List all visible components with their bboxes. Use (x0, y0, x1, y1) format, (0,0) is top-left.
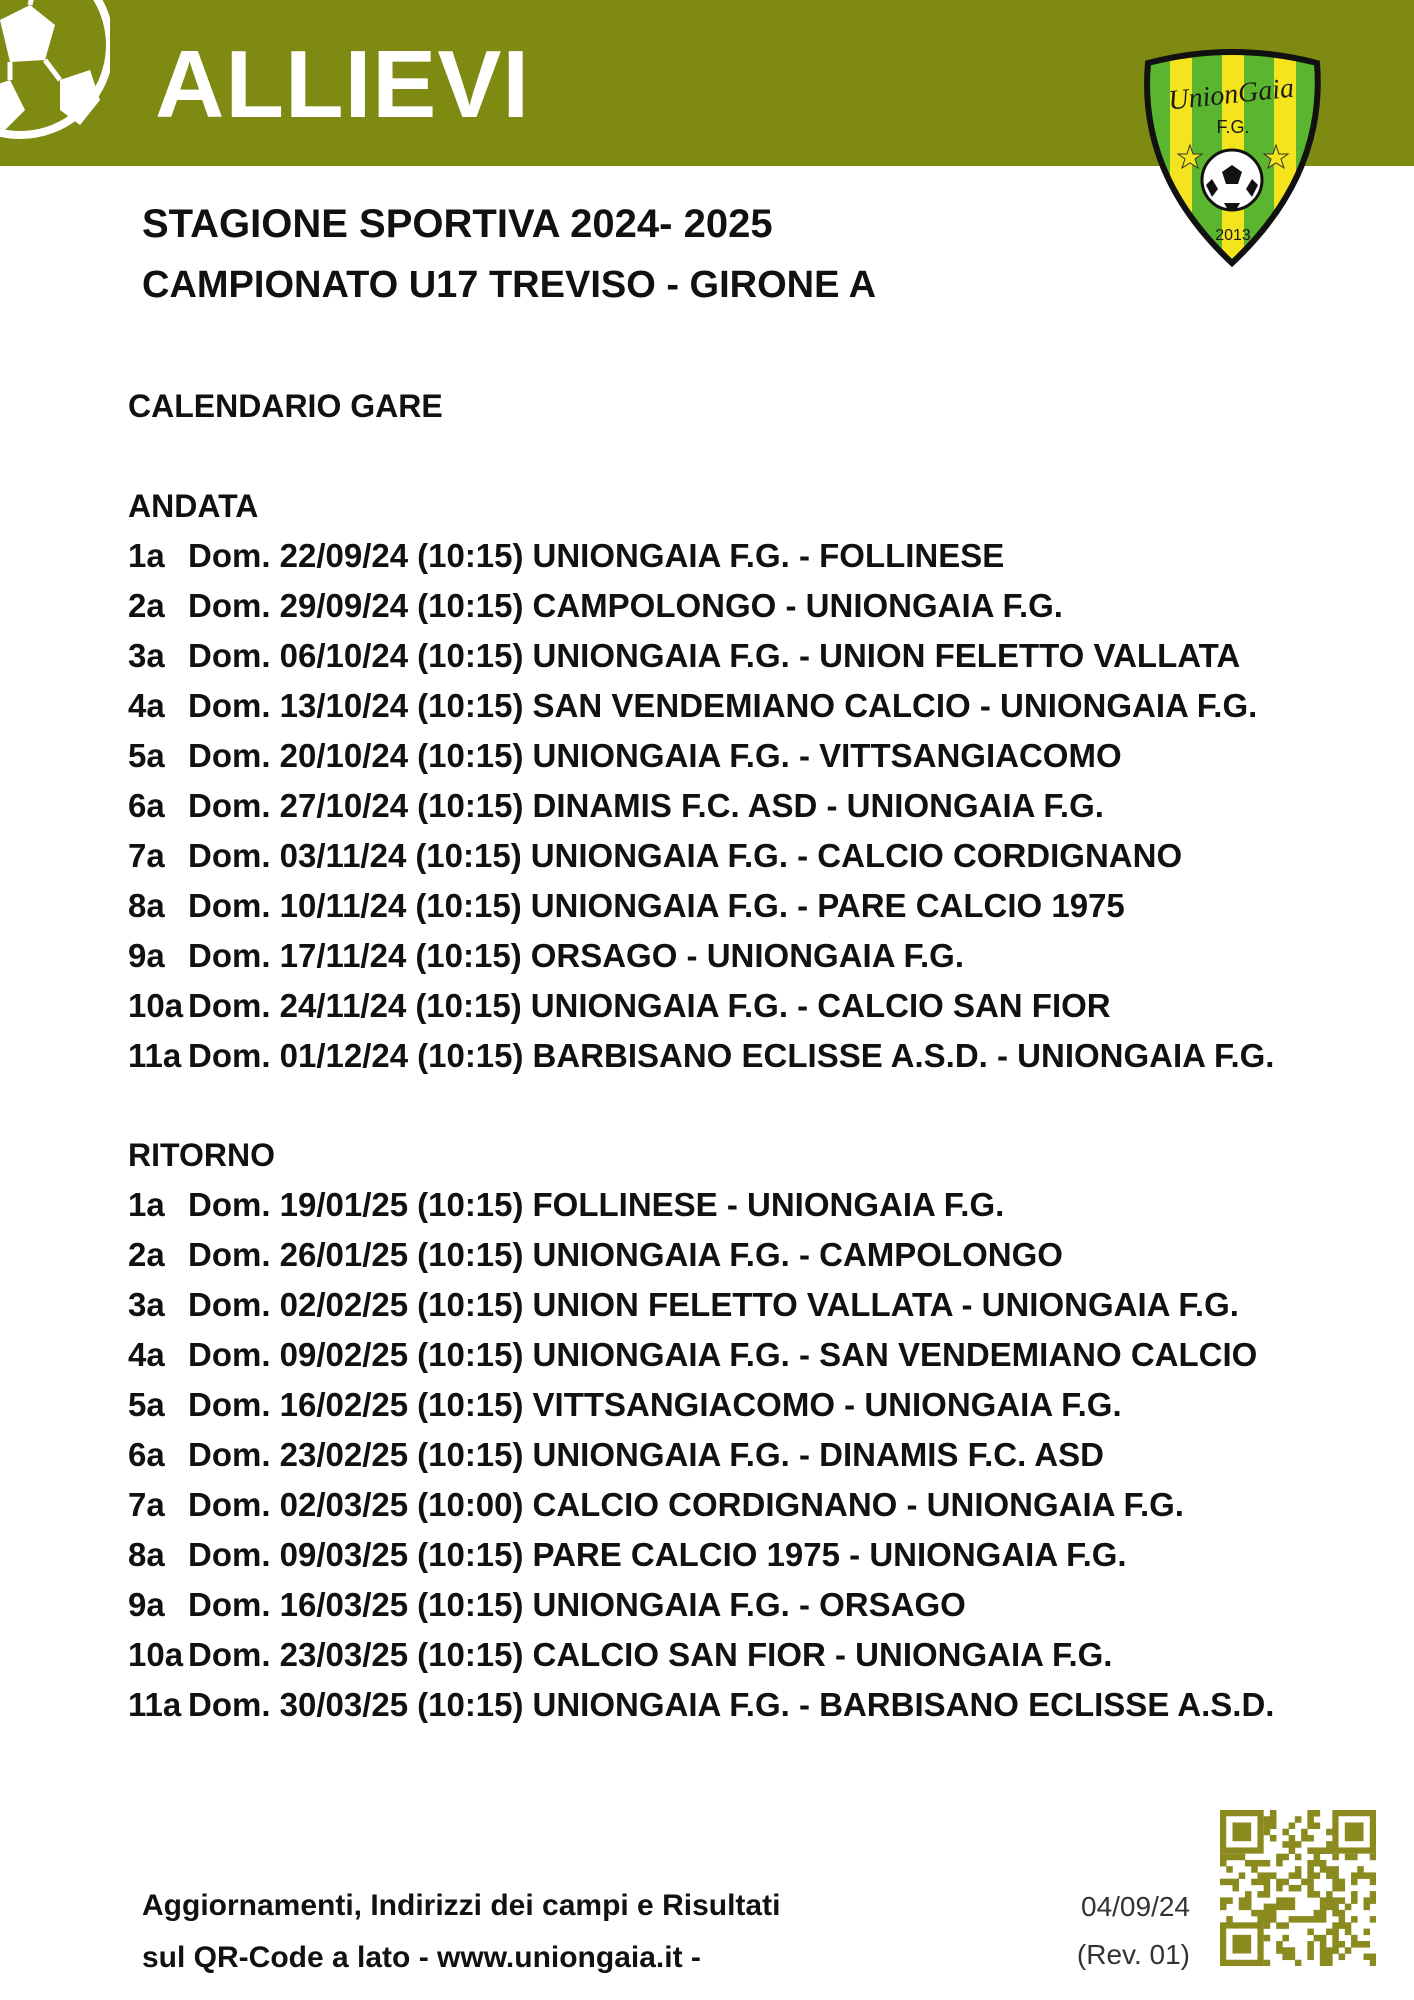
match-time: (10:15) (417, 1037, 524, 1074)
match-time: (10:15) (417, 1636, 524, 1673)
match-teams: UNIONGAIA F.G. - CAMPOLONGO (532, 1236, 1063, 1273)
match-time: (10:15) (417, 1236, 524, 1273)
match-row (128, 1031, 1274, 1081)
match-teams: FOLLINESE - UNIONGAIA F.G. (532, 1186, 1005, 1223)
match-time: (10:15) (417, 687, 524, 724)
match-time: (10:15) (415, 887, 522, 924)
match-row (128, 1230, 1274, 1280)
match-row (128, 781, 1274, 831)
match-teams: UNIONGAIA F.G. - CALCIO CORDIGNANO (530, 837, 1183, 874)
footer-line-1: Aggiornamenti, Indirizzi dei campi e Risultati (142, 1889, 781, 1922)
match-round: 8a (128, 887, 165, 924)
match-date: Dom. 09/02/25 (188, 1336, 409, 1373)
match-round: 7a (128, 1486, 165, 1523)
match-round: 4a (128, 1336, 165, 1373)
match-teams: UNIONGAIA F.G. - SAN VENDEMIANO CALCIO (532, 1336, 1258, 1373)
match-round: 8a (128, 1536, 165, 1573)
match-row (128, 1330, 1274, 1380)
match-date: Dom. 19/01/25 (188, 1186, 409, 1223)
match-date: Dom. 20/10/24 (188, 737, 409, 774)
match-round: 11a (128, 1037, 182, 1074)
match-row (128, 1680, 1274, 1730)
match-date: Dom. 16/03/25 (188, 1586, 409, 1623)
match-round: 3a (128, 637, 165, 674)
match-teams: CALCIO CORDIGNANO - UNIONGAIA F.G. (532, 1486, 1184, 1523)
match-round: 5a (128, 737, 165, 774)
match-round: 2a (128, 1236, 165, 1273)
match-time: (10:15) (417, 1336, 524, 1373)
match-time: (10:15) (417, 1586, 524, 1623)
match-time: (10:15) (417, 537, 524, 574)
match-row (128, 1580, 1274, 1630)
match-time: (10:15) (415, 837, 522, 874)
club-crest-logo (1140, 45, 1325, 270)
match-teams: SAN VENDEMIANO CALCIO - UNIONGAIA F.G. (532, 687, 1258, 724)
match-time: (10:15) (417, 1536, 524, 1573)
match-round: 9a (128, 1586, 165, 1623)
ritorno-match-list (128, 1180, 1274, 1730)
crest-year: 2013 (1215, 227, 1251, 244)
match-time: (10:15) (417, 787, 524, 824)
match-row (128, 681, 1274, 731)
match-teams: PARE CALCIO 1975 - UNIONGAIA F.G. (532, 1536, 1127, 1573)
match-time: (10:15) (417, 1436, 524, 1473)
match-teams: UNIONGAIA F.G. - DINAMIS F.C. ASD (532, 1436, 1104, 1473)
match-date: Dom. 23/03/25 (188, 1636, 409, 1673)
soccer-ball-icon (0, 0, 110, 140)
match-row (128, 831, 1274, 881)
revision-date: 04/09/24 (1081, 1891, 1190, 1922)
season-title: STAGIONE SPORTIVA 2024- 2025 (142, 202, 773, 246)
match-row (128, 1430, 1274, 1480)
match-time: (10:00) (417, 1486, 524, 1523)
match-round: 1a (128, 537, 165, 574)
match-round: 1a (128, 1186, 165, 1223)
match-date: Dom. 09/03/25 (188, 1536, 409, 1573)
match-row (128, 881, 1274, 931)
match-teams: UNIONGAIA F.G. - VITTSANGIACOMO (532, 737, 1122, 774)
match-round: 9a (128, 937, 165, 974)
match-row (128, 1630, 1274, 1680)
league-title: CAMPIONATO U17 TREVISO - GIRONE A (142, 264, 877, 306)
footer-note (142, 1880, 780, 1984)
match-date: Dom. 16/02/25 (188, 1386, 409, 1423)
match-time: (10:15) (417, 1186, 524, 1223)
match-row (128, 581, 1274, 631)
ritorno-heading: RITORNO (128, 1137, 275, 1173)
match-row (128, 981, 1274, 1031)
match-row (128, 1480, 1274, 1530)
match-date: Dom. 03/11/24 (188, 837, 407, 874)
match-teams: UNIONGAIA F.G. - FOLLINESE (532, 537, 1005, 574)
match-date: Dom. 02/03/25 (188, 1486, 409, 1523)
match-round: 10a (128, 987, 184, 1024)
andata-heading: ANDATA (128, 488, 259, 524)
calendar-title: CALENDARIO GARE (128, 388, 443, 424)
match-date: Dom. 17/11/24 (188, 937, 407, 974)
match-row (128, 731, 1274, 781)
match-teams: UNIONGAIA F.G. - ORSAGO (532, 1586, 966, 1623)
match-teams: UNIONGAIA F.G. - UNION FELETTO VALLATA (532, 637, 1241, 674)
crest-ball-icon (1202, 150, 1262, 210)
match-date: Dom. 10/11/24 (188, 887, 407, 924)
match-date: Dom. 27/10/24 (188, 787, 409, 824)
match-teams: BARBISANO ECLISSE A.S.D. - UNIONGAIA F.G. (532, 1037, 1275, 1074)
match-date: Dom. 13/10/24 (188, 687, 409, 724)
revision-info (1030, 1883, 1190, 1979)
match-round: 11a (128, 1686, 182, 1723)
match-time: (10:15) (417, 737, 524, 774)
match-round: 4a (128, 687, 165, 724)
match-time: (10:15) (415, 987, 522, 1024)
footer-line-2: sul QR-Code a lato - www.uniongaia.it - (142, 1941, 701, 1974)
match-teams: CALCIO SAN FIOR - UNIONGAIA F.G. (532, 1636, 1113, 1673)
match-row (128, 1180, 1274, 1230)
crest-subtitle: F.G. (1216, 117, 1250, 137)
match-round: 10a (128, 1636, 184, 1673)
match-teams: ORSAGO - UNIONGAIA F.G. (530, 937, 964, 974)
match-row (128, 531, 1274, 581)
qr-code[interactable] (1220, 1810, 1376, 1966)
match-time: (10:15) (417, 1686, 524, 1723)
match-round: 3a (128, 1286, 165, 1323)
match-time: (10:15) (417, 637, 524, 674)
match-date: Dom. 01/12/24 (188, 1037, 409, 1074)
match-date: Dom. 30/03/25 (188, 1686, 409, 1723)
match-teams: UNION FELETTO VALLATA - UNIONGAIA F.G. (532, 1286, 1239, 1323)
match-round: 7a (128, 837, 165, 874)
match-row (128, 631, 1274, 681)
match-date: Dom. 02/02/25 (188, 1286, 409, 1323)
match-row (128, 1530, 1274, 1580)
match-date: Dom. 29/09/24 (188, 587, 409, 624)
match-date: Dom. 06/10/24 (188, 637, 409, 674)
match-teams: DINAMIS F.C. ASD - UNIONGAIA F.G. (532, 787, 1104, 824)
match-round: 5a (128, 1386, 165, 1423)
match-time: (10:15) (415, 937, 522, 974)
match-round: 6a (128, 1436, 165, 1473)
match-time: (10:15) (417, 1286, 524, 1323)
match-round: 6a (128, 787, 165, 824)
match-date: Dom. 26/01/25 (188, 1236, 409, 1273)
match-date: Dom. 22/09/24 (188, 537, 409, 574)
match-teams: CAMPOLONGO - UNIONGAIA F.G. (532, 587, 1063, 624)
match-round: 2a (128, 587, 165, 624)
match-time: (10:15) (417, 587, 524, 624)
match-row (128, 1280, 1274, 1330)
match-teams: VITTSANGIACOMO - UNIONGAIA F.G. (532, 1386, 1122, 1423)
match-row (128, 1380, 1274, 1430)
match-teams: UNIONGAIA F.G. - BARBISANO ECLISSE A.S.D. (532, 1686, 1275, 1723)
crest-name: UnionGaia (1166, 72, 1296, 117)
page-title: ALLIEVI (155, 31, 531, 138)
match-teams: UNIONGAIA F.G. - CALCIO SAN FIOR (530, 987, 1111, 1024)
match-date: Dom. 24/11/24 (188, 987, 407, 1024)
match-date: Dom. 23/02/25 (188, 1436, 409, 1473)
match-time: (10:15) (417, 1386, 524, 1423)
match-row (128, 931, 1274, 981)
revision-number: (Rev. 01) (1076, 1939, 1190, 1970)
andata-match-list (128, 531, 1274, 1081)
match-teams: UNIONGAIA F.G. - PARE CALCIO 1975 (530, 887, 1125, 924)
